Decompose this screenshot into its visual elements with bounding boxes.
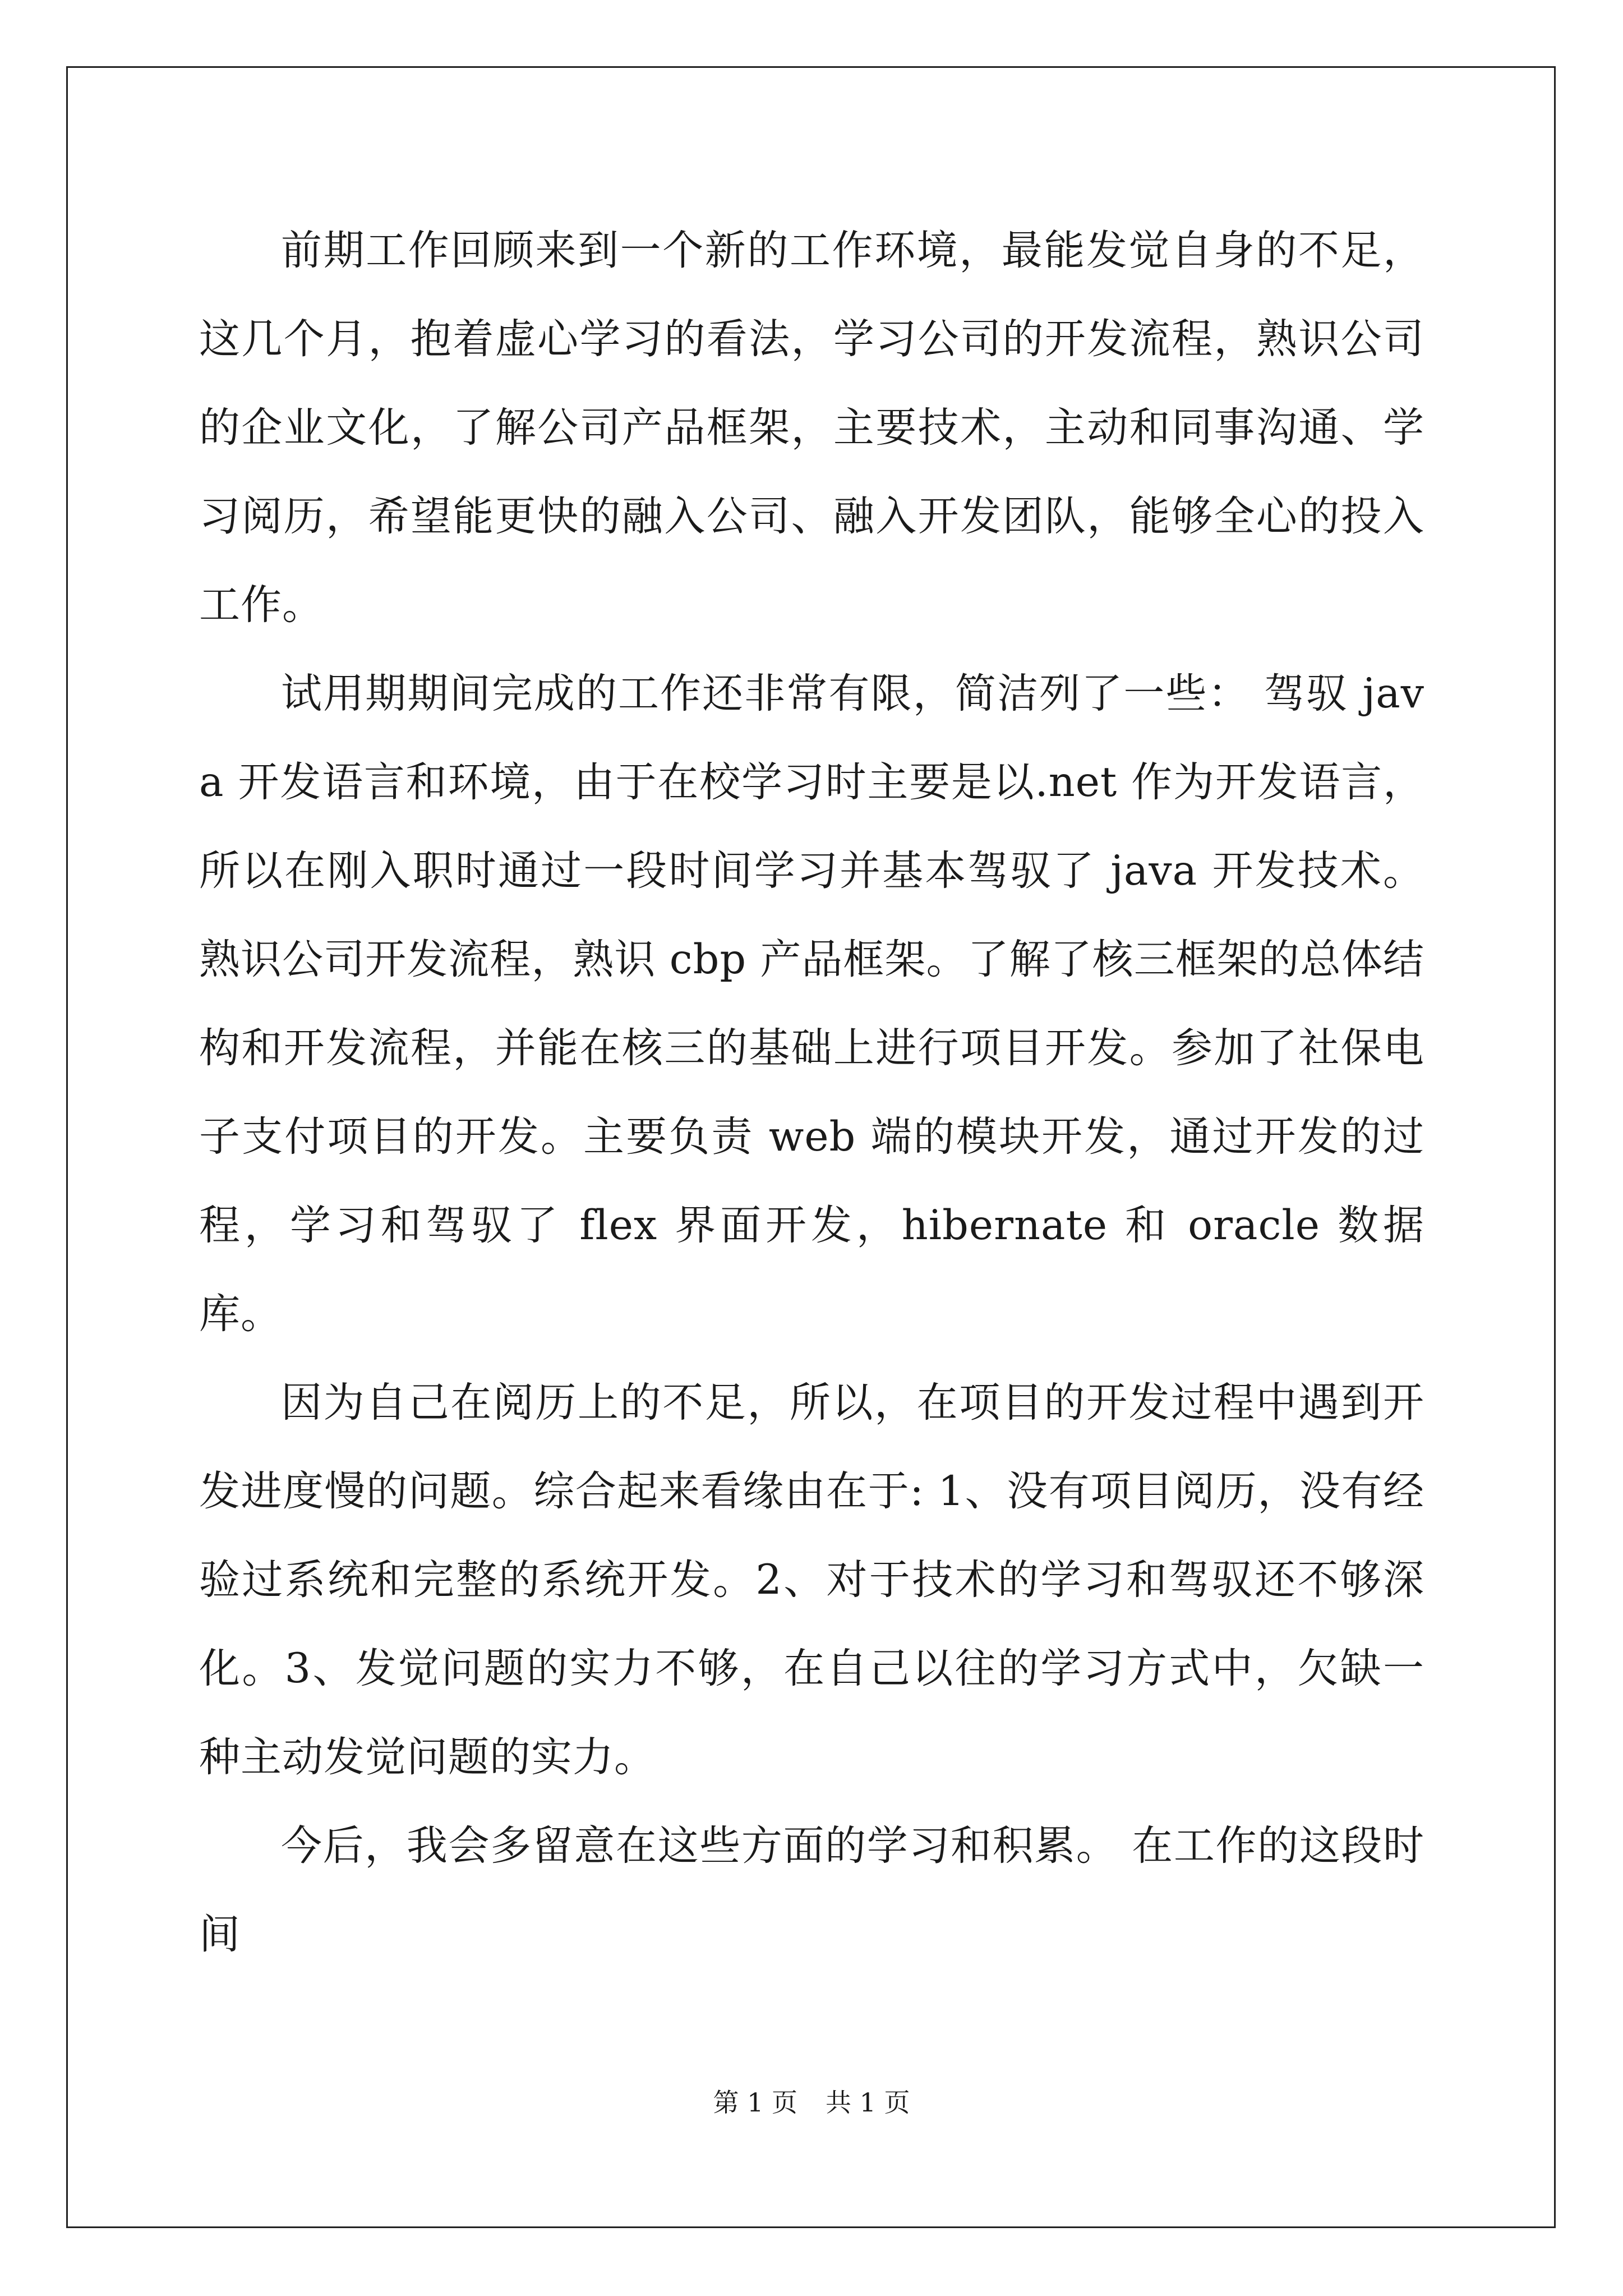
page-footer (0, 2086, 1623, 2119)
paragraph-4: 今后，我会多留意在这些方面的学习和积累。 在工作的这段时间 (199, 1822, 1424, 1958)
page-number-current: 第 1 页 (713, 2087, 797, 2118)
paragraph-1: 前期工作回顾来到一个新的工作环境，最能发觉自身的不足，这几个月，抱着虚心学习的看法，学习公司的开发流程，熟识公司的企业文化，了解公司产品框架，主要技术，主动和同事沟通、学习阅历，希望能更快的融入公司、融入开发团队，能够全心的投入工作。 (199, 227, 1424, 629)
page-number-total: 共 1 页 (826, 2087, 910, 2118)
paragraph-2: 试用期期间完成的工作还非常有限，简洁列了一些： 驾驭 java 开发语言和环境，由于在校学习时主要是以.net 作为开发语言，所以在刚入职时通过一段时间学习并基本驾驭了 java 开发技术。 熟识公司开发流程，熟识 cbp 产品框架。了解了核三框架的总体结构和开发流程，并能在核三的基础上进行项目开发。参加了社保电子支付项目的开发。主要负责 web 端的模块开发，通过开发的过程，学习和驾驭了 flex 界面开发，hibernate 和 oracle 数据库。 (199, 670, 1424, 1338)
document-body (199, 206, 1424, 1979)
paragraph-3: 因为自己在阅历上的不足，所以，在项目的开发过程中遇到开发进度慢的问题。综合起来看缘由在于: 1、没有项目阅历，没有经验过系统和完整的系统开发。2、对于技术的学习和驾驭还不够深化。3、发觉问题的实力不够，在自己以往的学习方式中，欠缺一种主动发觉问题的实力。 (199, 1379, 1424, 1781)
